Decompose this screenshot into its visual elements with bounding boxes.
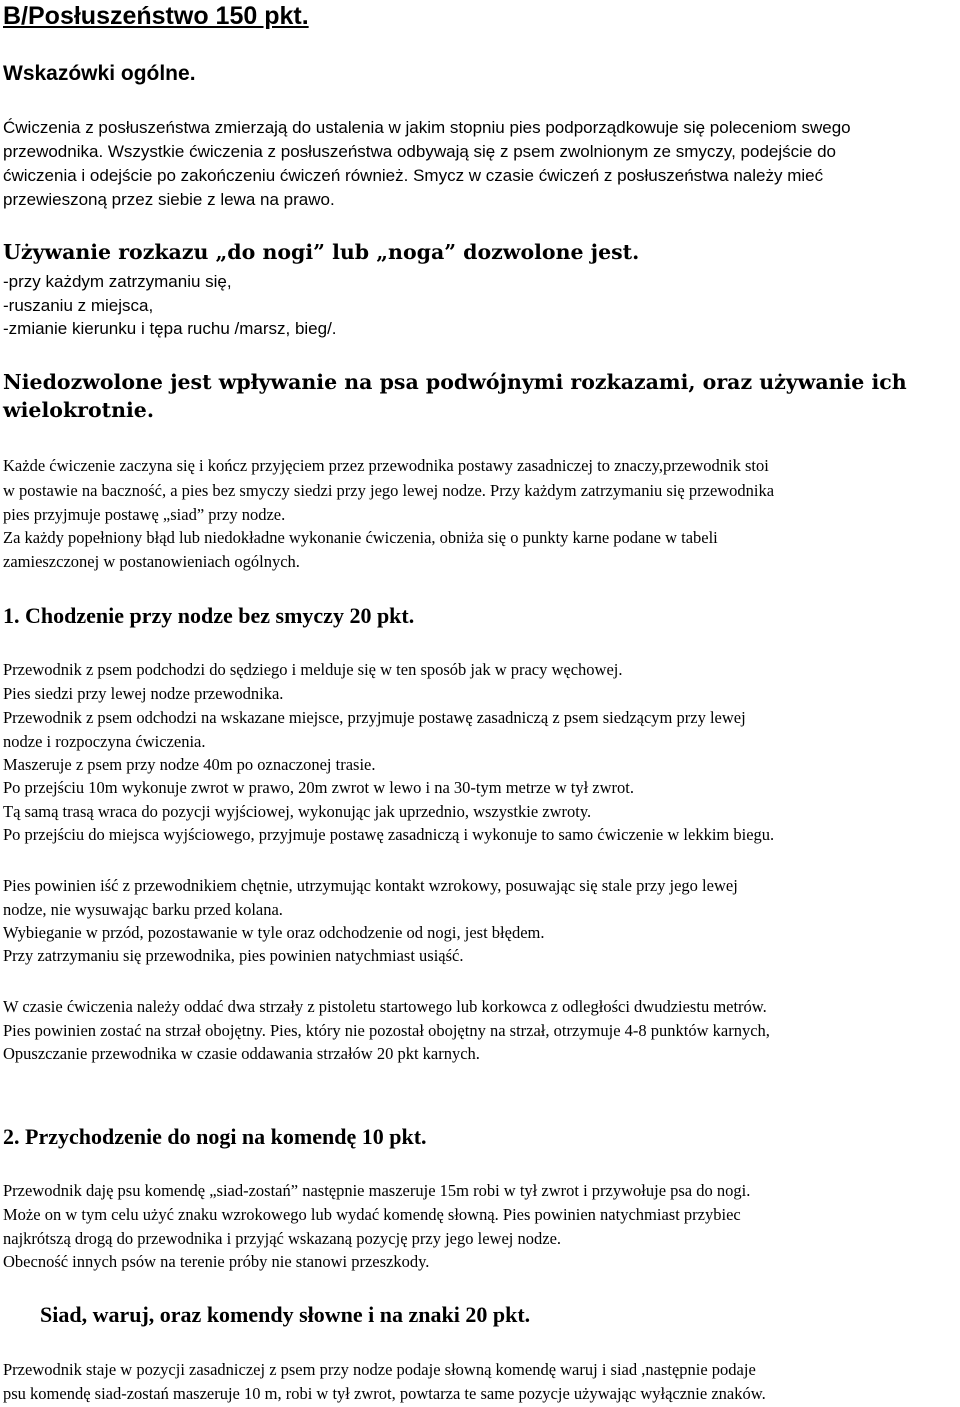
section1-p3-line-2: Pies powinien zostać na strzał obojętny. Pies, który nie pozostał obojętny na strzał, otrzymuje 4-8 punktów karnych, — [3, 1021, 770, 1040]
section1-p3-line-3: Opuszczanie przewodnika w czasie oddawania strzałów 20 pkt karnych. — [3, 1044, 480, 1063]
section1-p1-line-6: Po przejściu 10m wykonuje zwrot w prawo, 20m zwrot w lewo i na 30-tym metrze w tył zwrot. — [3, 778, 634, 797]
commands-line-2: -ruszaniu z miejsca, — [3, 296, 154, 315]
document-title: B/Posłuszeństwo 150 pkt. — [3, 2, 309, 30]
section1-p1-line-7: Tą samą trasą wraca do pozycji wyjściowej, wykonując jak uprzednio, wszystkie zwroty. — [3, 802, 592, 821]
section3-line-1: Przewodnik staje w pozycji zasadniczej z psem przy nodze podaje słowną komendę waruj i siad ,następnie podaje — [3, 1360, 756, 1379]
section1-p2-line-3: Wybieganie w przód, pozostawanie w tyle oraz odchodzenie od nogi, jest błędem. — [3, 923, 545, 942]
section1-p1-line-5: Maszeruje z psem przy nodze 40m po oznaczonej trasie. — [3, 755, 376, 774]
section2-line-3: najkrótszą drogą do przewodnika i przyjąć wskazaną pozycję przy jego lewej nodze. — [3, 1229, 562, 1248]
section1-p2-line-4: Przy zatrzymaniu się przewodnika, pies powinien natychmiast usiąść. — [3, 946, 464, 965]
section3-line-2: psu komendę siad-zostań maszeruje 10 m, robi w tył zwrot, powtarza te same pozycje używając wyłącznie znaków. — [3, 1384, 766, 1403]
section1-heading: 1. Chodzenie przy nodze bez smyczy 20 pkt. — [3, 603, 415, 628]
section1-p1-line-3: Przewodnik z psem odchodzi na wskazane miejsce, przyjmuje postawę zasadniczą z psem siedzącym przy lewej — [3, 708, 746, 727]
general-heading: Wskazówki ogólne. — [3, 62, 196, 85]
rules-line-5: zamieszczonej w postanowieniach ogólnych. — [3, 552, 300, 571]
section2-heading: 2. Przychodzenie do nogi na komendę 10 pkt. — [3, 1124, 427, 1149]
general-line-2: przewodnika. Wszystkie ćwiczenia z posłuszeństwa odbywają się z psem zwolnionym ze smyczy, podejście do — [3, 142, 837, 161]
section3-heading: Siad, waruj, oraz komendy słowne i na znaki 20 pkt. — [40, 1302, 531, 1327]
section2-line-2: Może on w tym celu użyć znaku wzrokowego lub wydać komendę słowną. Pies powinien natychmiast przybiec — [3, 1205, 741, 1224]
general-line-3: ćwiczenia i odejście po zakończeniu ćwiczeń również. Smycz w czasie ćwiczeń z posłuszeństwa należy mieć — [3, 166, 824, 185]
section1-p1-line-4: nodze i rozpoczyna ćwiczenia. — [3, 732, 206, 751]
section1-p1-line-8: Po przejściu do miejsca wyjściowego, przyjmuje postawę zasadniczą i wykonuje to samo ćwiczenie w lekkim biegu. — [3, 825, 775, 844]
rules-line-4: Za każdy popełniony błąd lub niedokładne wykonanie ćwiczenia, obniża się o punkty karne podane w tabeli — [3, 528, 718, 547]
section1-p2-line-1: Pies powinien iść z przewodnikiem chętnie, utrzymując kontakt wzrokowy, posuwając się stale przy jego lewej — [3, 876, 738, 895]
section1-p3-line-1: W czasie ćwiczenia należy oddać dwa strzały z pistoletu startowego lub korkowca z odległości dwudziestu metrów. — [3, 997, 767, 1016]
commands-line-3: -zmianie kierunku i tępa ruchu /marsz, bieg/. — [3, 319, 337, 338]
forbidden-line-1: Niedozwolone jest wpływanie na psa podwójnymi rozkazami, oraz używanie ich — [3, 370, 907, 394]
section1-p1-line-1: Przewodnik z psem podchodzi do sędziego i melduje się w ten sposób jak w pracy węchowej. — [3, 660, 623, 679]
rules-line-2: w postawie na baczność, a pies bez smyczy siedzi przy jego lewej nodze. Przy każdym zatrzymaniu się przewodnika — [3, 481, 775, 500]
commands-line-1: -przy każdym zatrzymaniu się, — [3, 272, 232, 291]
rules-line-3: pies przyjmuje postawę „siad” przy nodze. — [3, 505, 286, 524]
rules-line-1: Każde ćwiczenie zaczyna się i kończ przyjęciem przez przewodnika postawy zasadniczej to znaczy,przewodnik stoi — [3, 456, 769, 475]
general-line-1: Ćwiczenia z posłuszeństwa zmierzają do ustalenia w jakim stopniu pies podporządkowuje się poleceniom swego — [3, 118, 851, 137]
section2-line-1: Przewodnik daję psu komendę „siad-zostań” następnie maszeruje 15m robi w tył zwrot i przywołuje psa do nogi. — [3, 1181, 751, 1200]
section2-line-4: Obecność innych psów na terenie próby nie stanowi przeszkody. — [3, 1252, 430, 1271]
commands-heading: Używanie rozkazu „do nogi” lub „noga” dozwolone jest. — [3, 240, 640, 264]
section1-p2-line-2: nodze, nie wysuwając barku przed kolana. — [3, 900, 283, 919]
section1-p1-line-2: Pies siedzi przy lewej nodze przewodnika. — [3, 684, 284, 703]
general-line-4: przewieszoną przez siebie z lewa na prawo. — [3, 190, 335, 209]
forbidden-line-2: wielokrotnie. — [3, 398, 154, 422]
